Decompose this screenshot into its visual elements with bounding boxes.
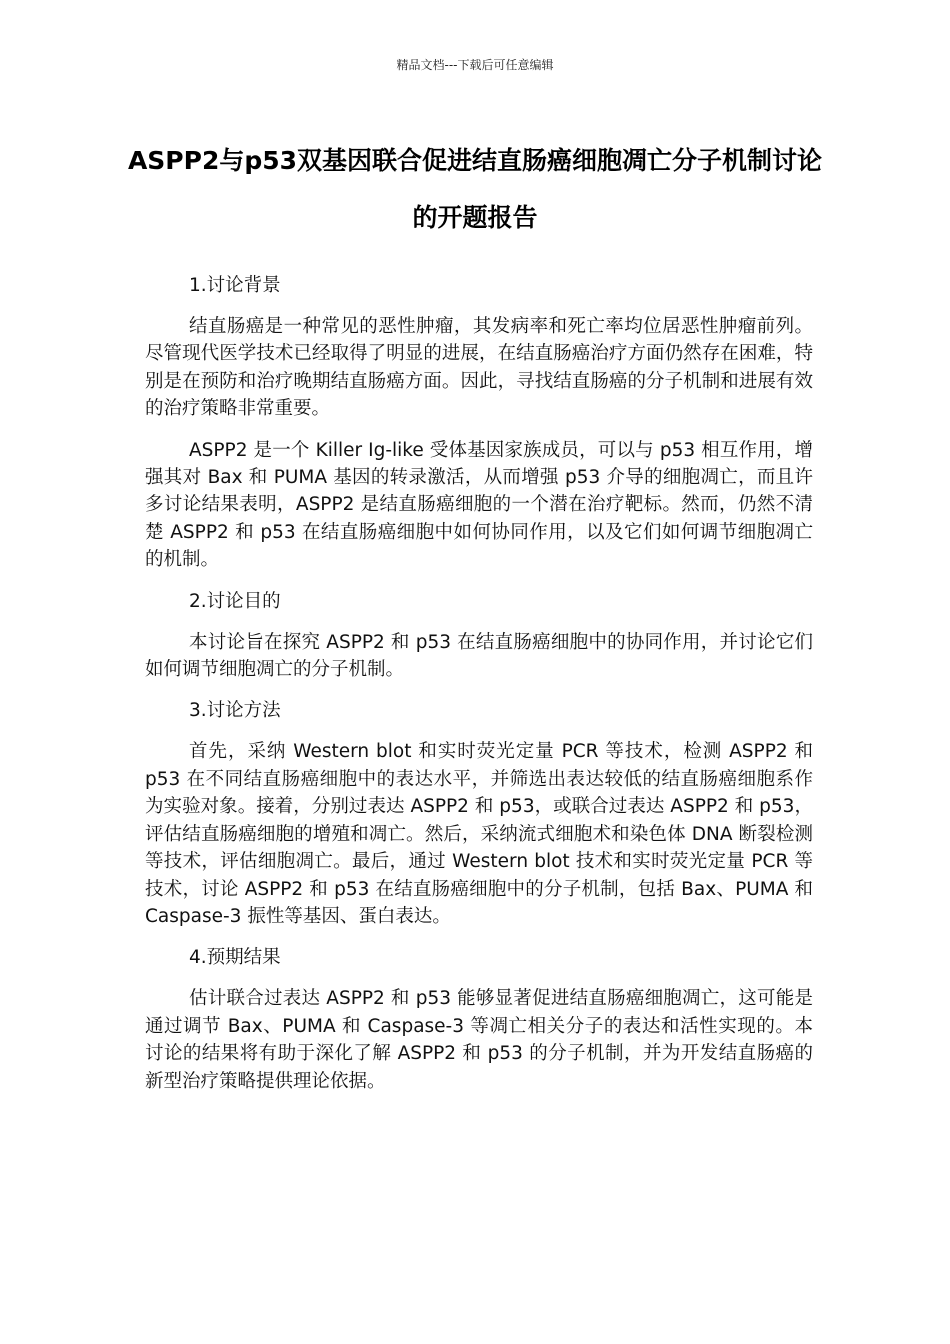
paragraph: 结直肠癌是一种常见的恶性肿瘤，其发病率和死亡率均位居恶性肿瘤前列。尽管现代医学技术已经取得了明显的进展，在结直肠癌治疗方面仍然存在困难，特别是在预防和治疗晚期结直肠癌方面。因此，寻找结直肠癌的分子机制和进展有效的治疗策略非常重要。 [145, 316, 813, 420]
section-heading: 2.讨论目的 [189, 590, 281, 612]
section-heading: 4.预期结果 [189, 947, 281, 969]
document-body [145, 272, 813, 1109]
section-heading: 1.讨论背景 [189, 275, 281, 296]
document-title: ASPP2与p53双基因联合促进结直肠癌细胞凋亡分子机制讨论的开题报告 [127, 146, 823, 232]
section-background [145, 272, 813, 574]
page-header: 精品文档---下载后可任意编辑 [396, 58, 554, 72]
section-heading: 3.讨论方法 [189, 700, 281, 722]
paragraph: 首先，采纳 Western blot 和实时荧光定量 PCR 等技术，检测 ASPP2 和 p53 在不同结直肠癌细胞中的表达水平，并筛选出表达较低的结直肠癌细胞系作为实验对象。接着，分别过表达 ASPP2 和 p53，或联合过表达 ASPP2 和 p53，评估结直肠癌细胞的增殖和凋亡。然后，采纳流式细胞术和染色体 DNA 断裂检测等技术，评估细胞凋亡。最后，通过 Western blot 技术和实时荧光定量 PCR 等技术，讨论 ASPP2 和 p53 在结直肠癌细胞中的分子机制，包括 Bax、PUMA 和 Caspase-3 振性等基因、蛋白表达。 [145, 741, 813, 927]
paragraph: 估计联合过表达 ASPP2 和 p53 能够显著促进结直肠癌细胞凋亡，这可能是通过调节 Bax、PUMA 和 Caspase-3 等凋亡相关分子的表达和活性实现的。本讨论的结果将有助于深化了解 ASPP2 和 p53 的分子机制，并为开发结直肠癌的新型治疗策略提供理论依据。 [145, 988, 813, 1092]
section-methods [145, 697, 813, 930]
paragraph: 本讨论旨在探究 ASPP2 和 p53 在结直肠癌细胞中的协同作用，并讨论它们如何调节细胞凋亡的分子机制。 [145, 631, 813, 681]
section-expected-results [145, 944, 813, 1095]
section-purpose [145, 588, 813, 684]
paragraph: ASPP2 是一个 Killer Ig-like 受体基因家族成员，可以与 p53 相互作用，增强其对 Bax 和 PUMA 基因的转录激活，从而增强 p53 介导的细胞凋亡，而且许多讨论结果表明，ASPP2 是结直肠癌细胞的一个潜在治疗靶标。然而，仍然不清楚 ASPP2 和 p53 在结直肠癌细胞中如何协同作用，以及它们如何调节细胞凋亡的机制。 [145, 439, 813, 571]
